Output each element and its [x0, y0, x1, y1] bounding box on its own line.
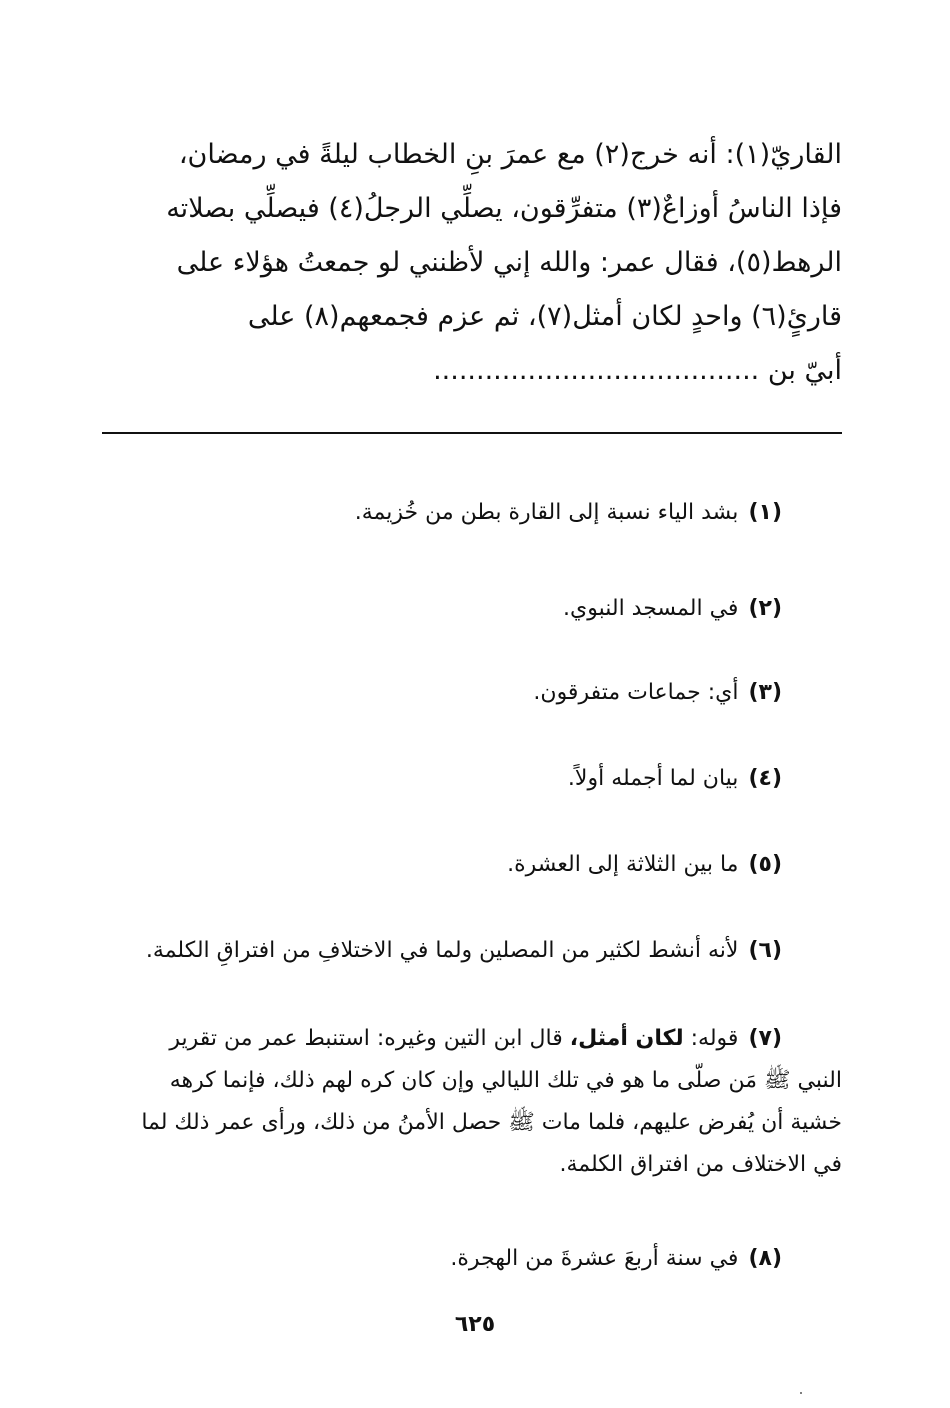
main-text-line: أبيّ بن	[767, 355, 842, 386]
footnote-5	[42, 844, 782, 886]
footnote-text: لأنه أنشط لكثير من المصلين ولما في الاختلافِ من افتراقِ الكلمة.	[145, 938, 739, 963]
footnote-4	[42, 758, 782, 800]
footnote-2	[42, 588, 782, 630]
main-text-line: الرهط(٥)، فقال عمر: والله إني لأظنني لو جمعتُ هؤلاء على	[176, 247, 842, 278]
footnote-7	[102, 1018, 842, 1186]
footnote-7-line-3: خشية أن يُفرض عليهم، فلما مات ﷺ حصل الأمنُ من ذلك، ورأى عمر ذلك لما	[141, 1110, 842, 1135]
footnote-separator-rule	[102, 432, 842, 434]
footnote-7-line-2: النبي ﷺ مَن صلّى ما هو في تلك الليالي وإن كان كره لهم ذلك، فإنما كرهه	[169, 1068, 842, 1093]
main-text-last-line	[102, 344, 842, 398]
footnote-number: (١)	[748, 500, 782, 525]
footnote-1	[42, 492, 782, 534]
footnote-8	[42, 1238, 782, 1280]
footnote-number: (٥)	[748, 852, 782, 877]
main-text-block	[102, 128, 842, 398]
footnote-number: (٢)	[748, 596, 782, 621]
footnote-lead: قوله:	[690, 1026, 739, 1051]
main-text-line: القاريّ(١): أنه خرج(٢) مع عمرَ بنِ الخطاب ليلةً في رمضان،	[178, 139, 842, 170]
footnote-number: (٦)	[748, 938, 782, 963]
footnote-3	[42, 672, 782, 714]
footnote-6	[42, 930, 782, 972]
footnote-number: (٨)	[748, 1246, 782, 1271]
footnote-text: في المسجد النبوي.	[563, 596, 739, 621]
footnote-number: (٣)	[748, 680, 782, 705]
page-number: ٦٢٥	[454, 1312, 496, 1337]
footnote-text: بشد الياء نسبة إلى القارة بطن من خُزيمة.	[354, 500, 739, 525]
footnote-7-line-1	[102, 1018, 842, 1060]
scan-speck	[800, 1392, 802, 1394]
footnote-keyword: لكان أمثل،	[569, 1026, 684, 1051]
footnote-text: قال ابن التين وغيره: استنبط عمر من تقرير	[169, 1026, 563, 1051]
footnote-text: بيان لما أجمله أولاً.	[567, 766, 739, 791]
footnote-text: أي: جماعات متفرقون.	[533, 680, 739, 705]
footnote-text: ما بين الثلاثة إلى العشرة.	[507, 852, 739, 877]
footnote-number: (٧)	[748, 1026, 782, 1051]
footnote-7-line-4: في الاختلاف من افتراق الكلمة.	[559, 1152, 842, 1177]
footnote-number: (٤)	[748, 766, 782, 791]
main-text-line: فإذا الناسُ أوزاعٌ(٣) متفرِّقون، يصلِّي الرجلُ(٤) فيصلِّي بصلاته	[166, 193, 842, 224]
continuation-dots: ......................................	[433, 355, 760, 386]
main-text-line: قارئٍ(٦) واحدٍ لكان أمثل(٧)، ثم عزم فجمعهم(٨) على	[247, 301, 842, 332]
footnote-text: في سنة أربعَ عشرةَ من الهجرة.	[450, 1246, 739, 1271]
